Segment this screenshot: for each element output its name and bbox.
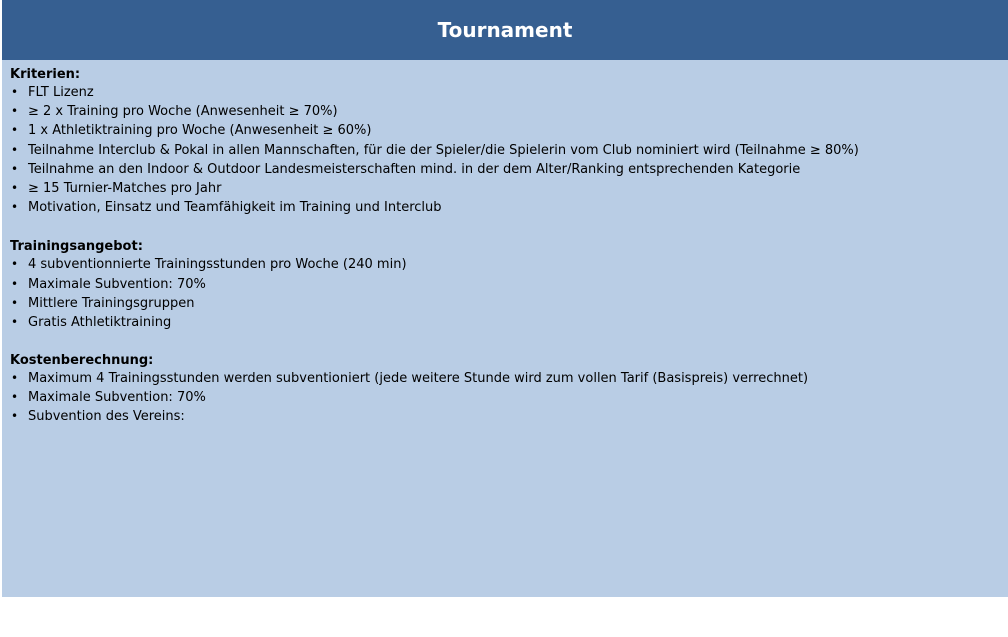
bullet-icon: • <box>11 295 19 310</box>
bullet-icon: • <box>11 161 19 176</box>
list-item <box>10 313 1000 332</box>
bullet-icon: • <box>11 276 19 291</box>
header-bar <box>2 0 1008 60</box>
list-item-text: Subvention des Vereins: <box>28 409 185 425</box>
content-area <box>10 66 1000 427</box>
kriterien-list <box>10 83 1000 217</box>
bullet-icon: • <box>11 371 19 386</box>
list-item-text: ≥ 15 Turnier-Matches pro Jahr <box>28 180 222 196</box>
list-item-text: FLT Lizenz <box>28 85 94 100</box>
list-item <box>10 121 1000 140</box>
list-item-text: Maximum 4 Trainingsstunden werden subventioniert (jede weitere Stunde wird zum vollen Tarif (Basispreis) verrechnet) <box>28 371 809 387</box>
list-item <box>10 275 1000 294</box>
bullet-icon: • <box>11 142 19 157</box>
section-heading-kriterien: Kriterien: <box>10 67 81 82</box>
list-item-text: Motivation, Einsatz und Teamfähigkeit im Training und Interclub <box>28 200 442 216</box>
list-item <box>10 83 1000 102</box>
list-item-text: Teilnahme Interclub & Pokal in allen Mannschaften, für die der Spieler/die Spielerin vom Club nominiert wird (Teilnahme ≥ 80%) <box>28 142 859 158</box>
list-item-text: 4 subventionnierte Trainingsstunden pro Woche (240 min) <box>28 257 407 273</box>
list-item <box>10 369 1000 388</box>
list-item <box>10 407 1000 426</box>
list-item-text: Teilnahme an den Indoor & Outdoor Landesmeisterschaften mind. in der dem Alter/Ranking entsprechenden Kategorie <box>28 161 801 177</box>
slide <box>2 0 1008 597</box>
list-item <box>10 198 1000 217</box>
trainingsangebot-list <box>10 255 1000 332</box>
list-item <box>10 160 1000 179</box>
bullet-icon: • <box>11 180 19 195</box>
page-title: Tournament <box>437 18 573 42</box>
section-heading-trainingsangebot: Trainingsangebot: <box>10 239 143 255</box>
list-item <box>10 255 1000 274</box>
list-item-text: Maximale Subvention: 70% <box>28 276 206 292</box>
list-item-text: 1 x Athletiktraining pro Woche (Anwesenheit ≥ 60%) <box>28 123 372 139</box>
bullet-icon: • <box>11 257 19 272</box>
list-item-text: Maximale Subvention: 70% <box>28 390 206 406</box>
list-item-text: ≥ 2 x Training pro Woche (Anwesenheit ≥ 70%) <box>28 104 338 120</box>
bullet-icon: • <box>11 314 19 329</box>
bullet-icon: • <box>11 409 19 424</box>
bullet-icon: • <box>11 104 19 119</box>
kostenberechnung-list <box>10 369 1000 427</box>
list-item-text: Mittlere Trainingsgruppen <box>28 295 195 311</box>
section-heading-kostenberechnung: Kostenberechnung: <box>10 353 154 369</box>
list-item <box>10 102 1000 121</box>
bullet-icon: • <box>11 390 19 405</box>
bullet-icon: • <box>11 85 19 99</box>
list-item <box>10 179 1000 198</box>
bullet-icon: • <box>11 200 19 215</box>
list-item <box>10 294 1000 313</box>
list-item <box>10 388 1000 407</box>
list-item-text: Gratis Athletiktraining <box>28 314 172 330</box>
bullet-icon: • <box>11 123 19 138</box>
list-item <box>10 141 1000 160</box>
